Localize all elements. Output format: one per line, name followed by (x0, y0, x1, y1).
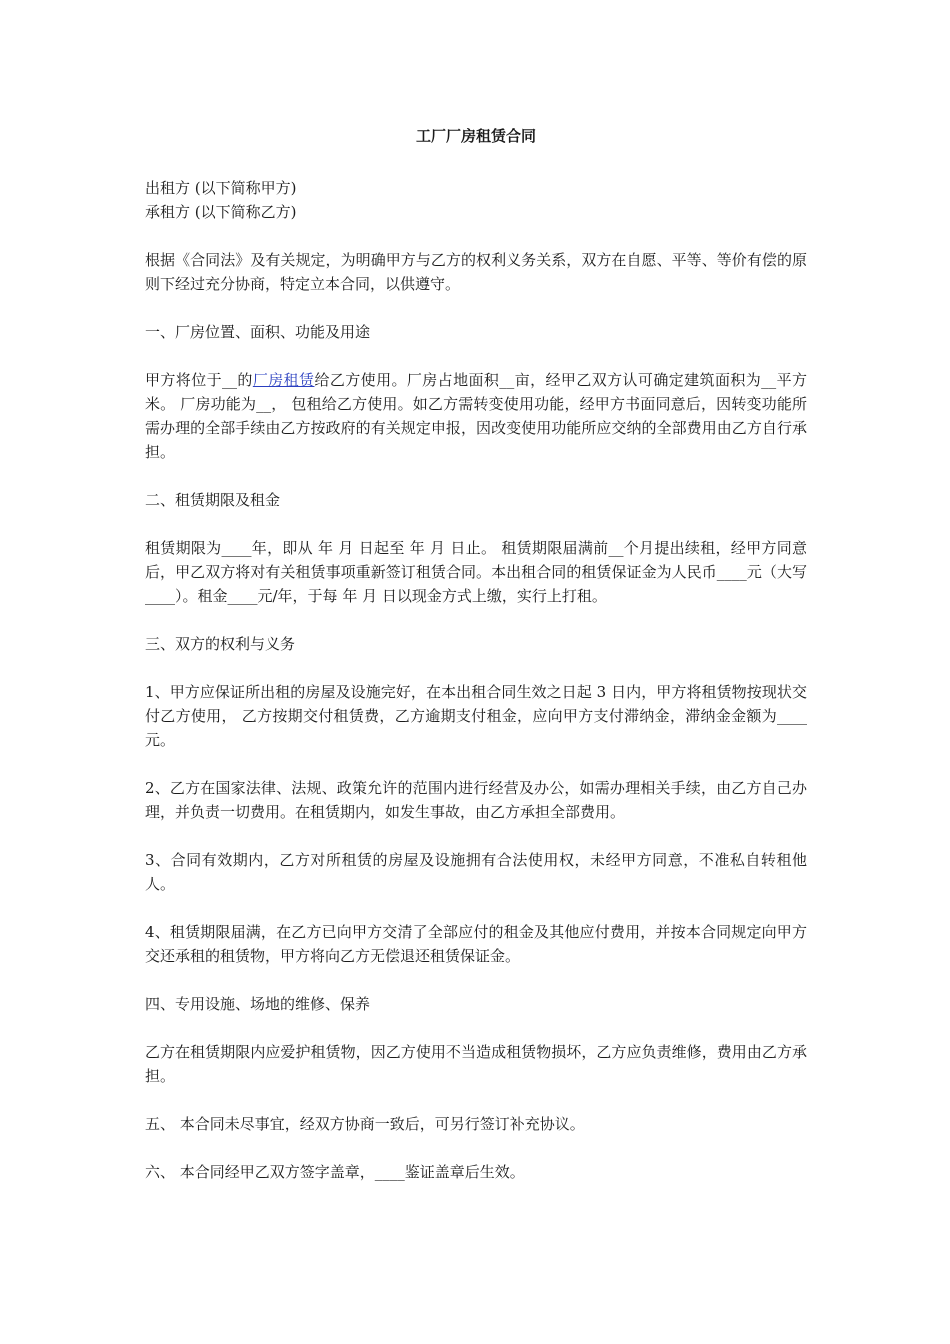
section1-text-after-link: 给乙方使用。厂房占地面积__亩，经甲乙双方认可确定建筑面积为__平方米。 厂房功能为__， 包租给乙方使用。如乙方需转变使用功能，经甲方书面同意后，因转变功能所需办理的全部手续由乙方按政府的有关规定申报，因改变使用功能所应交纳的全部费用由乙方自行承担。 (145, 371, 807, 461)
section1-text-before-link: 甲方将位于__的 (145, 371, 253, 389)
section2-paragraph: 租赁期限为____年，即从 年 月 日起至 年 月 日止。 租赁期限届满前__个月提出续租，经甲方同意后，甲乙双方将对有关租赁事项重新签订租赁合同。本出租合同的租赁保证金为人民币____元（大写____）。租金____元/年，于每 年 月 日以现金方式上缴，实行上打租。 (145, 539, 807, 605)
lessee-line: 承租方 (以下简称乙方) (145, 203, 297, 221)
section3-item-4: 4、租赁期限届满，在乙方已向甲方交清了全部应付的租金及其他应付费用，并按本合同规定向甲方交还承租的租赁物，甲方将向乙方无偿退还租赁保证金。 (145, 923, 807, 965)
section6-paragraph: 六、 本合同经甲乙双方签字盖章，____鉴证盖章后生效。 (145, 1163, 525, 1181)
section3-item-1: 1、甲方应保证所出租的房屋及设施完好，在本出租合同生效之日起 3 日内，甲方将租赁物按现状交付乙方使用， 乙方按期交付租赁费，乙方逾期支付租金，应向甲方支付滞纳金，滞纳金金额为____元。 (145, 683, 807, 749)
section4-heading: 四、专用设施、场地的维修、保养 (145, 995, 371, 1013)
section3-item-2: 2、乙方在国家法律、法规、政策允许的范围内进行经营及办公，如需办理相关手续，由乙方自己办理，并负责一切费用。在租赁期内，如发生事故，由乙方承担全部费用。 (145, 779, 807, 821)
document-title: 工厂厂房租赁合同 (415, 127, 536, 145)
lessor-line: 出租方 (以下简称甲方) (145, 179, 297, 197)
section3-heading: 三、双方的权利与义务 (145, 635, 296, 653)
section3-item-3: 3、合同有效期内，乙方对所租赁的房屋及设施拥有合法使用权，未经甲方同意，不准私自转租他人。 (145, 851, 807, 893)
section4-paragraph: 乙方在租赁期限内应爱护租赁物，因乙方使用不当造成租赁物损坏，乙方应负责维修，费用由乙方承担。 (145, 1043, 807, 1085)
section2-heading: 二、租赁期限及租金 (145, 491, 281, 509)
section1-paragraph (145, 368, 807, 464)
preamble-paragraph: 根据《合同法》及有关规定，为明确甲方与乙方的权利义务关系，双方在自愿、平等、等价有偿的原则下经过充分协商，特定立本合同，以供遵守。 (145, 251, 807, 293)
section5-paragraph: 五、 本合同未尽事宜，经双方协商一致后，可另行签订补充协议。 (145, 1115, 585, 1133)
contract-page (145, 124, 807, 1208)
section1-heading: 一、厂房位置、面积、功能及用途 (145, 323, 371, 341)
factory-rental-link[interactable]: 厂房租赁 (252, 371, 315, 389)
